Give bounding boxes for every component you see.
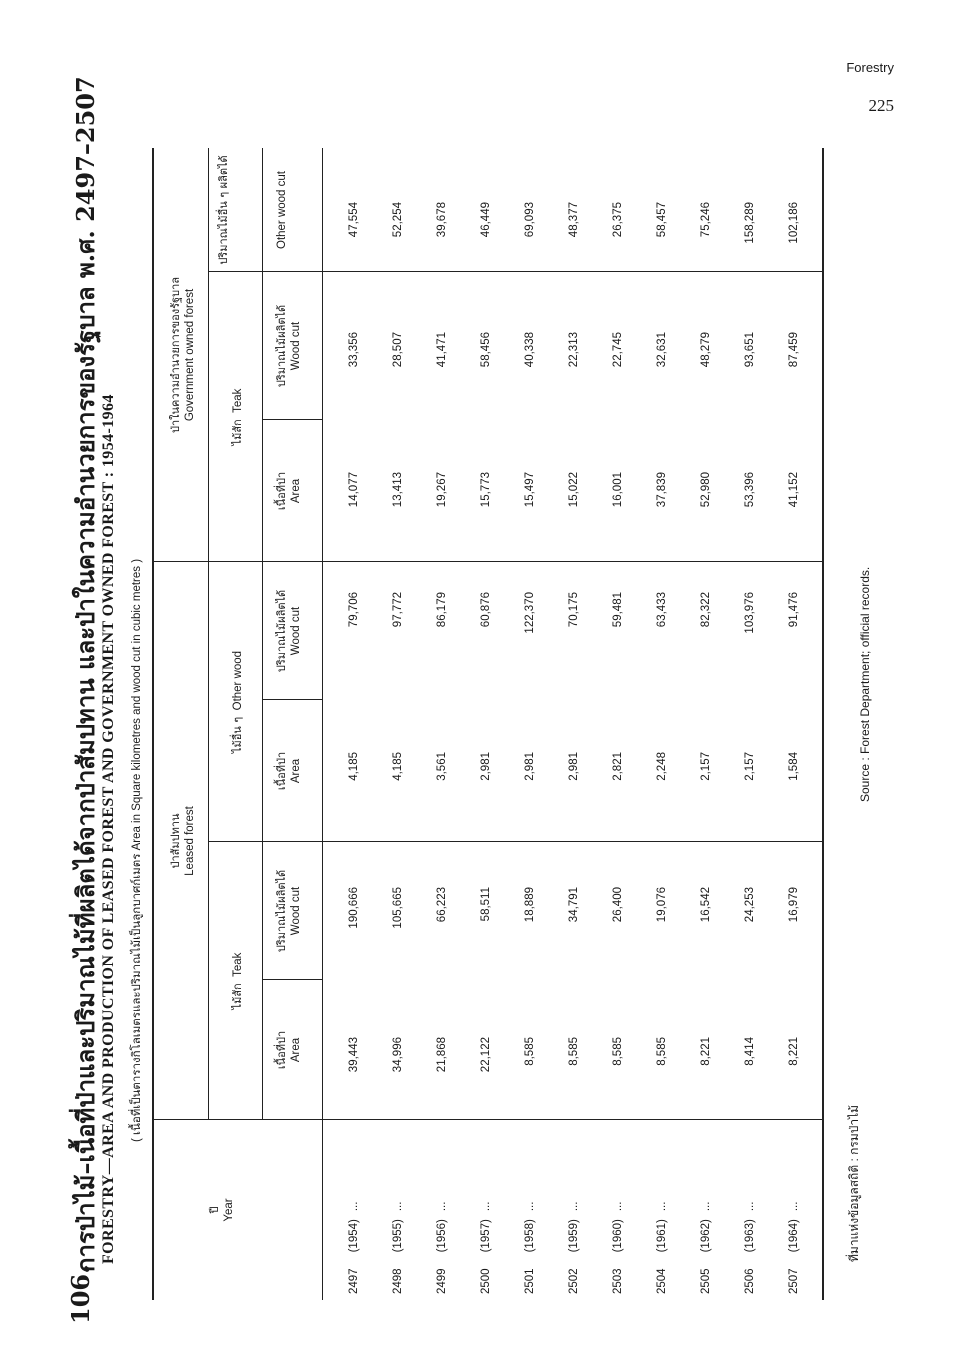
cell-go: 158,289 [744,202,756,244]
source-thai: ที่มาแห่งข้อมูลสถิติ : กรมป่าไม้ [847,1104,861,1262]
cell-la: 8,585 [568,1037,580,1066]
cell-ow: 70,175 [568,592,580,628]
cell-ga: 15,497 [524,472,536,508]
header-gov-other-woodcut: Other wood cut [276,171,288,249]
cell-ow: 91,476 [788,592,800,628]
table-top-rule [152,148,154,1300]
cell-lw: 190,666 [348,887,360,929]
header-gov-teak-thai: ไม้สัก [231,419,244,446]
cell-oa: 2,157 [744,752,756,781]
header-leased-teak-english: Teak [232,952,244,977]
header-gov-teak-english: Teak [232,388,244,413]
cell-go: 52,254 [392,202,404,238]
cell-gw: 40,338 [524,332,536,368]
cell-la: 8,221 [788,1037,800,1066]
cell-lw: 58,511 [480,887,492,922]
header-gov-other-thai: ปริมาณไม้อื่น ๆ ผลิตได้ [217,155,230,265]
row-year: 2506(1963)... [744,1201,756,1294]
cell-gw: 87,459 [788,332,800,368]
cell-ga: 53,396 [744,472,756,508]
cell-gw: 28,507 [392,332,404,368]
cell-ow: 59,481 [612,592,624,628]
row-year: 2504(1961)... [656,1201,668,1294]
cell-lw: 66,223 [436,887,448,923]
cell-la: 8,414 [744,1037,756,1066]
cell-la: 8,585 [524,1037,536,1066]
cell-lw: 24,253 [744,887,756,923]
header-gov-teak-woodcut: ปริมาณไม้ผลิตได้ Wood cut [275,304,302,388]
header-leased-other-thai: ไม้อื่น ๆ [231,716,244,754]
cell-oa: 2,821 [612,752,624,781]
table-title-thai: การป่าไม้–เนื้อที่ป่าและปริมาณไม้ที่ผลิตได้จากป่าสัมปทาน และป่าในความอำนวยการของรัฐบาล พ.ศ. 2497–2507 [71,76,100,1272]
cell-go: 47,554 [348,202,360,238]
header-leased-other-woodcut: ปริมาณไม้ผลิตได้ Wood cut [275,589,302,673]
header-year-english: Year [223,1198,235,1222]
header-year-thai: ปี [208,1206,221,1214]
cell-oa: 4,185 [348,752,360,781]
cell-lw: 26,400 [612,887,624,923]
cell-go: 75,246 [700,202,712,238]
cell-ow: 63,433 [656,592,668,628]
cell-ow: 82,322 [700,592,712,628]
cell-go: 102,186 [788,202,800,244]
row-year: 2498(1955)... [392,1201,404,1294]
row-year: 2497(1954)... [348,1201,360,1294]
table-title-english: FORESTRY—AREA AND PRODUCTION OF LEASED FOREST AND GOVERNMENT OWNED FOREST : 1954-1964 [100,394,117,1264]
header-leased-teak [228,842,246,1120]
header-year [205,1120,235,1300]
cell-la: 39,443 [348,1037,360,1073]
header-gov-thai: ป่าในความอำนวยการของรัฐบาล [169,276,182,434]
cell-lw: 34,791 [568,887,580,923]
cell-oa: 4,185 [392,752,404,781]
cell-oa: 2,157 [700,752,712,781]
cell-oa: 1,584 [788,752,800,781]
header-gov-forest [166,148,196,562]
cell-ga: 41,152 [788,472,800,508]
header-leased-teak-area: เนื้อที่ป่า Area [275,1030,302,1070]
row-year: 2507(1964)... [788,1201,800,1294]
cell-gw: 22,313 [568,332,580,368]
cell-lw: 105,665 [392,887,404,929]
cell-ga: 16,001 [612,472,624,508]
header-gov-teak-area: เนื้อที่ป่า Area [275,471,302,511]
cell-ga: 37,839 [656,472,668,508]
cell-oa: 3,561 [436,752,448,781]
cell-lw: 19,076 [656,887,668,923]
cell-go: 69,093 [524,202,536,238]
header-gov-teak [228,272,246,562]
cell-ga: 52,980 [700,472,712,508]
cell-lw: 18,889 [524,887,536,923]
cell-ga: 19,267 [436,472,448,508]
subgroup-header-rule [262,148,263,1120]
header-gov-english: Government owned forest [184,288,196,422]
cell-lw: 16,979 [788,887,800,923]
cell-ow: 97,772 [392,592,404,628]
cell-ow: 60,876 [480,592,492,628]
cell-la: 8,585 [612,1037,624,1066]
header-leased-other-area: เนื้อที่ป่า Area [275,751,302,791]
header-leased-english: Leased forest [184,806,196,876]
cell-oa: 2,248 [656,752,668,781]
cell-ow: 79,706 [348,592,360,628]
cell-ow: 103,976 [744,592,756,634]
cell-go: 26,375 [612,202,624,238]
header-gov-other [214,148,232,272]
cell-la: 8,221 [700,1037,712,1066]
header-leased-other-english: Other wood [232,650,244,711]
header-leased-teak-thai: ไม้สัก [231,983,244,1010]
cell-ga: 15,022 [568,472,580,508]
cell-gw: 22,745 [612,332,624,368]
cell-ga: 15,773 [480,472,492,508]
cell-go: 58,457 [656,202,668,238]
unit-note: ( เนื้อที่เป็นตารางกิโลเมตรและปริมาณไม้เป็นลูกบาศก์เมตร Area in Square kilometres and wood cut in cubic metres ) [131,558,143,1142]
source-english: Source : Forest Department; official records. [858,566,872,802]
cell-gw: 48,279 [700,332,712,368]
cell-la: 8,585 [656,1037,668,1066]
cell-ga: 14,077 [348,472,360,508]
cell-gw: 58,456 [480,332,492,368]
cell-ow: 122,370 [524,592,536,634]
header-leased-other [228,562,246,842]
cell-go: 39,678 [436,202,448,238]
page-number: 225 [868,96,894,115]
cell-la: 34,996 [392,1037,404,1073]
cell-gw: 32,631 [656,332,668,368]
cell-gw: 41,471 [436,332,448,368]
cell-go: 46,449 [480,202,492,238]
header-leased-thai: ป่าสัมปทาน [169,813,182,869]
running-header-section: Forestry [846,60,894,75]
cell-la: 22,122 [480,1037,492,1073]
cell-oa: 2,981 [480,752,492,781]
cell-ow: 86,179 [436,592,448,628]
cell-gw: 33,356 [348,332,360,368]
header-leased-teak-woodcut: ปริมาณไม้ผลิตได้ Wood cut [275,869,302,953]
row-year: 2502(1959)... [568,1201,580,1294]
table-bottom-rule [822,148,824,1300]
cell-go: 48,377 [568,202,580,238]
cell-ga: 13,413 [392,472,404,508]
table-number: 106. [66,1265,95,1324]
cell-oa: 2,981 [524,752,536,781]
row-year: 2500(1957)... [480,1201,492,1294]
row-year: 2505(1962)... [700,1201,712,1294]
cell-la: 21,868 [436,1037,448,1073]
cell-gw: 93,651 [744,332,756,368]
header-leased-forest [166,562,196,1120]
row-year: 2499(1956)... [436,1201,448,1294]
cell-oa: 2,981 [568,752,580,781]
row-year: 2501(1958)... [524,1201,536,1294]
cell-lw: 16,542 [700,887,712,923]
row-year: 2503(1960)... [612,1201,624,1294]
header-bottom-rule [322,148,323,1300]
group-header-rule [208,148,209,1120]
